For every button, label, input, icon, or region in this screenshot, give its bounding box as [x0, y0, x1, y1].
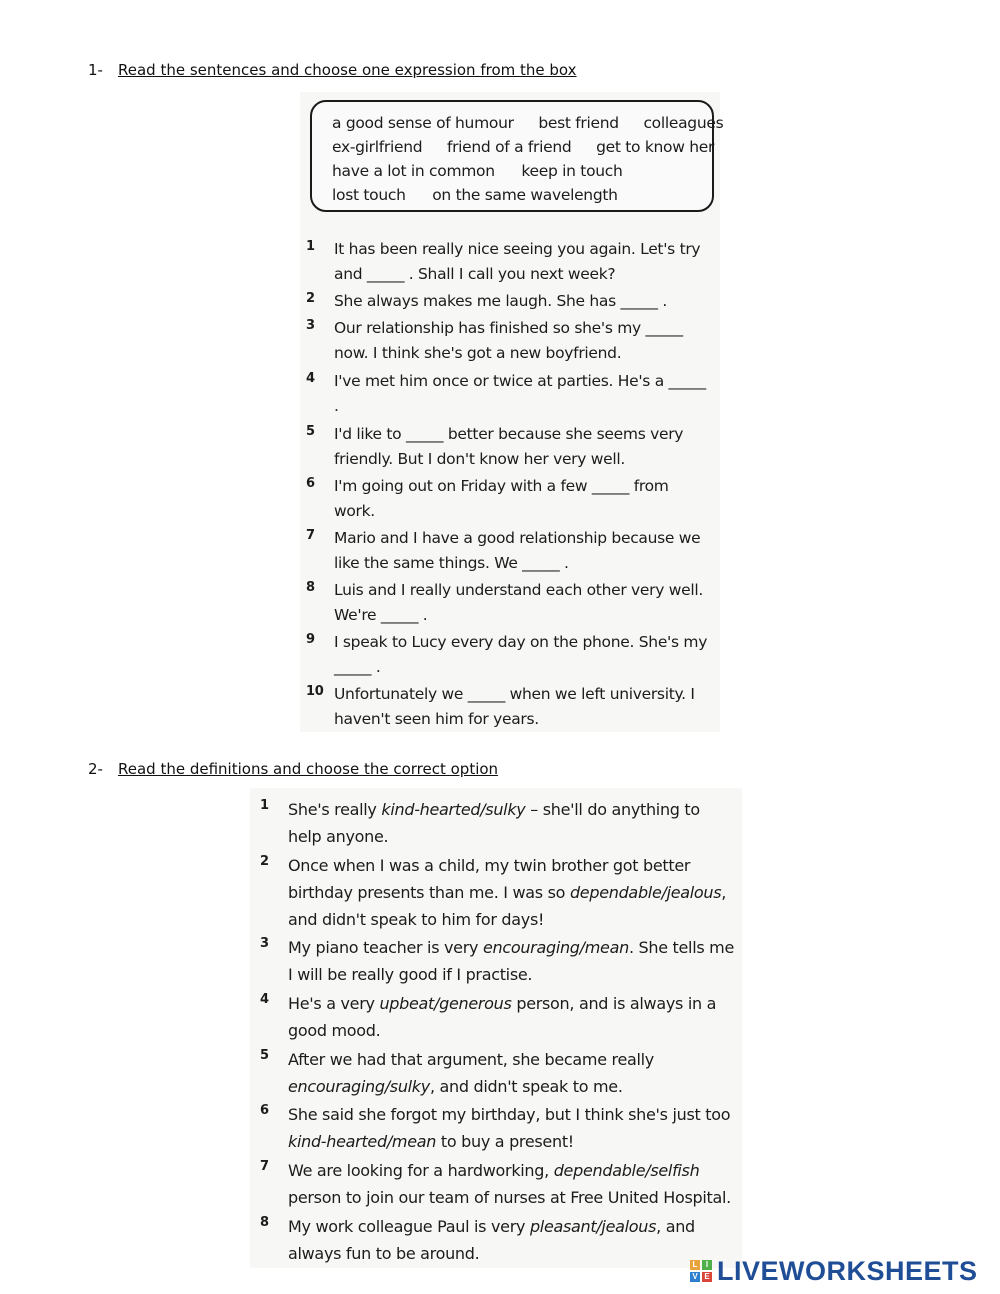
choice-options: encouraging/mean — [482, 938, 629, 957]
item-number: 4 — [260, 992, 269, 1007]
item-text-end: . She tells me I will be really good if I practise. — [288, 938, 734, 984]
box-expression: friend of a friend — [446, 138, 572, 156]
box-expression: on the same wavelength — [432, 186, 618, 204]
item-text-start: My work colleague Paul is very — [288, 1217, 530, 1236]
item-number: 8 — [306, 580, 315, 595]
item-number: 5 — [260, 1048, 269, 1063]
box-line — [332, 138, 714, 156]
item-text: Our relationship has finished so she's my _____ now. I think she's got a new boyfriend. — [334, 319, 683, 362]
logo-mark-icon — [690, 1260, 712, 1282]
logo-mark-cell: E — [702, 1272, 712, 1282]
item-text-end: person to join our team of nurses at Free United Hospital. — [288, 1188, 731, 1207]
logo-mark-cell: V — [690, 1272, 700, 1282]
item-number: 5 — [306, 424, 315, 439]
item-number: 8 — [260, 1215, 269, 1230]
item-text: It has been really nice seeing you again. Let's try and _____ . Shall I call you next week? — [334, 240, 701, 283]
item-text-start: After we had that argument, she became really — [288, 1050, 654, 1069]
section-instruction: Read the definitions and choose the correct option — [118, 760, 499, 778]
item-text: Luis and I really understand each other very well. We're _____ . — [334, 581, 703, 624]
choice-options: dependable/jealous — [569, 883, 722, 902]
item-number: 7 — [306, 528, 315, 543]
box-expression: get to know her — [596, 138, 715, 156]
choice-options: upbeat/generous — [379, 994, 512, 1013]
box-expression: best friend — [538, 114, 619, 132]
section-1-heading — [88, 61, 577, 79]
item-number: 6 — [260, 1103, 269, 1118]
item-text: I've met him once or twice at parties. He's a _____ . — [334, 372, 706, 415]
item-text-start: My piano teacher is very — [288, 938, 483, 957]
section-instruction: Read the sentences and choose one expression from the box — [118, 61, 577, 79]
logo-text: LIVEWORKSHEETS — [717, 1255, 978, 1286]
item-text-start: She's really — [288, 800, 382, 819]
item-number: 3 — [306, 318, 315, 333]
item-text-start: Once when I was a child, my twin brother got better birthday presents than me. I was so — [288, 856, 691, 902]
item-text — [288, 1157, 738, 1211]
item-text-start: She said she forgot my birthday, but I think she's just too — [288, 1105, 731, 1124]
liveworksheets-logo — [690, 1256, 978, 1286]
logo-mark-cell: I — [702, 1260, 712, 1270]
item-number: 9 — [306, 632, 315, 647]
box-expression: a good sense of humour — [332, 114, 514, 132]
item-text-end: person, and is always in a good mood. — [288, 994, 717, 1040]
item-text-start: We are looking for a hardworking, — [288, 1161, 554, 1180]
box-expression: ex-girlfriend — [332, 138, 423, 156]
exercise-1-scan — [300, 92, 724, 732]
section-number: 1- — [88, 61, 103, 79]
expression-box — [310, 100, 724, 212]
item-text — [288, 852, 738, 933]
item-text: I speak to Lucy every day on the phone. She's my _____ . — [334, 633, 708, 676]
item-text — [288, 934, 738, 988]
section-number: 2- — [88, 760, 103, 778]
item-text-start: He's a very — [288, 994, 380, 1013]
item-text: I'd like to _____ better because she seems very friendly. But I don't know her very well. — [334, 425, 684, 468]
box-expression: colleagues — [643, 114, 724, 132]
box-expression: keep in touch — [521, 162, 623, 180]
choice-options: kind-hearted/sulky — [381, 800, 526, 819]
item-number: 7 — [260, 1159, 269, 1174]
item-text: I'm going out on Friday with a few _____ from work. — [334, 477, 669, 520]
box-expression: have a lot in common — [332, 162, 495, 180]
item-text-end: to buy a present! — [436, 1132, 574, 1151]
exercise-2-scan — [250, 788, 742, 1268]
logo-mark-cell: L — [690, 1260, 700, 1270]
item-text-end: , and didn't speak to me. — [429, 1077, 623, 1096]
box-line — [332, 186, 618, 204]
item-text-end: , and always fun to be around. — [288, 1217, 695, 1263]
item-number: 1 — [260, 798, 269, 813]
item-text — [288, 990, 738, 1044]
item-text-end: – she'll do anything to help anyone. — [288, 800, 700, 846]
choice-options: kind-hearted/mean — [288, 1132, 437, 1151]
item-number: 4 — [306, 371, 315, 386]
item-number: 10 — [306, 684, 324, 699]
item-number: 3 — [260, 936, 269, 951]
box-expression: lost touch — [332, 186, 406, 204]
box-line — [332, 114, 723, 132]
item-text: Mario and I have a good relationship because we like the same things. We _____ . — [334, 529, 701, 572]
choice-options: encouraging/sulky — [288, 1077, 430, 1096]
item-number: 2 — [260, 854, 269, 869]
item-text: She always makes me laugh. She has _____ . — [334, 292, 668, 310]
choice-options: pleasant/jealous — [529, 1217, 657, 1236]
item-number: 6 — [306, 476, 315, 491]
item-number: 2 — [306, 291, 315, 306]
choice-options: dependable/selfish — [553, 1161, 700, 1180]
item-text-end: , and didn't speak to him for days! — [288, 883, 727, 929]
item-text — [288, 1213, 738, 1267]
item-text — [288, 1046, 738, 1100]
item-text — [288, 796, 738, 850]
item-text: Unfortunately we _____ when we left university. I haven't seen him for years. — [334, 685, 695, 728]
item-number: 1 — [306, 239, 315, 254]
section-2-heading — [88, 760, 498, 778]
box-line — [332, 162, 623, 180]
item-text — [288, 1101, 738, 1155]
